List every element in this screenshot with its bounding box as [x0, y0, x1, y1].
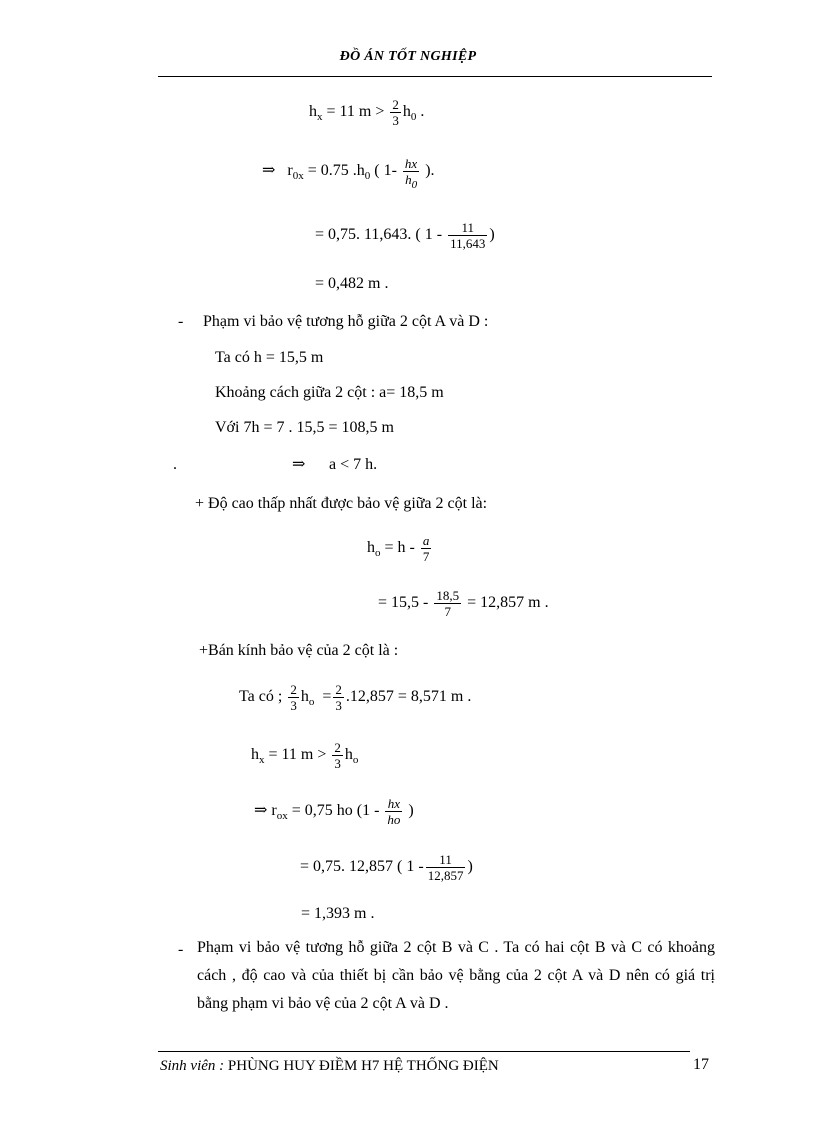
- bullet-dash-2: -: [178, 941, 184, 958]
- lowest-height-title: + Độ cao thấp nhất được bảo vệ giữa 2 cột là:: [195, 495, 488, 512]
- footer-student: [160, 1058, 499, 1075]
- height-h: Ta có h = 15,5 m: [215, 349, 324, 366]
- formula-r0x: ⇒ $r_{0x} = 0.75$ $.h_0$ ( 1- $\frac{hx}{h_0}$ ).: [262, 156, 435, 191]
- radius-title: +Bán kính bảo vệ của 2 cột là :: [199, 642, 399, 659]
- formula-two-thirds-ho: Ta có ; $\frac{2}{3}$ $h_o$ = $\frac{2}{3}$ .12,857 = 8,571 m .: [239, 682, 472, 713]
- page-number: 17: [693, 1056, 709, 1073]
- implies-arrow-2: ⇒: [292, 456, 306, 473]
- formula-rox-result: = 1,393 m .: [301, 905, 375, 922]
- footer-label: Sinh viên :: [160, 1058, 228, 1074]
- formula-rox-substitution: = 0,75. 12,857 ( 1 - $\frac{11}{12,857}$ ): [300, 852, 473, 883]
- implies-arrow: ⇒: [262, 162, 276, 180]
- distance-a: Khoảng cách giữa 2 cột : a= 18,5 m: [215, 384, 444, 401]
- footer-rule: [158, 1051, 690, 1052]
- formula-hx-condition-2: $h_x = 11$ m > $\frac{2}{3}$ $h_o$: [251, 740, 359, 771]
- header-rule: [158, 76, 712, 77]
- formula-ho: $h_o = h$ - $\frac{a}{7}$: [367, 533, 430, 564]
- formula-r0x-substitution: = 0,75. 11,643. ( 1 - $\frac{11}{11,643}$ ): [315, 220, 495, 251]
- footer-name: PHÙNG HUY ĐIỀM H7 HỆ THỐNG ĐIỆN: [227, 1058, 499, 1074]
- formula-ho-result: = 15,5 - $\frac{18,5}{7}$ = 12,857 m .: [378, 588, 549, 619]
- seven-h: Với 7h = 7 . 15,5 = 108,5 m: [215, 419, 394, 436]
- a-less-than-7h: a < 7 h.: [329, 456, 378, 473]
- document-header: ĐỒ ÁN TỐT NGHIỆP: [339, 49, 477, 64]
- implies-arrow-3: ⇒: [254, 802, 268, 820]
- formula-r0x-result: = 0,482 m .: [315, 275, 389, 292]
- section-bc-paragraph: Phạm vi bảo vệ tương hỗ giữa 2 cột B và C . Ta có hai cột B và C có khoảng cách , độ cao và của thiết bị cần bảo vệ bằng của 2 cột A và D nên có giá trị bằng phạm vi bảo vệ của 2 cột A và D .: [197, 939, 715, 1012]
- stray-dot: .: [173, 456, 177, 473]
- bullet-dash-1: -: [178, 313, 184, 330]
- formula-hx-condition-1: $h_x = 11$ m > $\frac{2}{3}$ $h_0$ .: [309, 97, 425, 128]
- formula-rox: ⇒ $r_{ox} = 0,75$ ho (1 - $\frac{hx}{ho}$ ): [254, 796, 414, 827]
- section-title-ad: Phạm vi bảo vệ tương hỗ giữa 2 cột A và D :: [203, 313, 489, 330]
